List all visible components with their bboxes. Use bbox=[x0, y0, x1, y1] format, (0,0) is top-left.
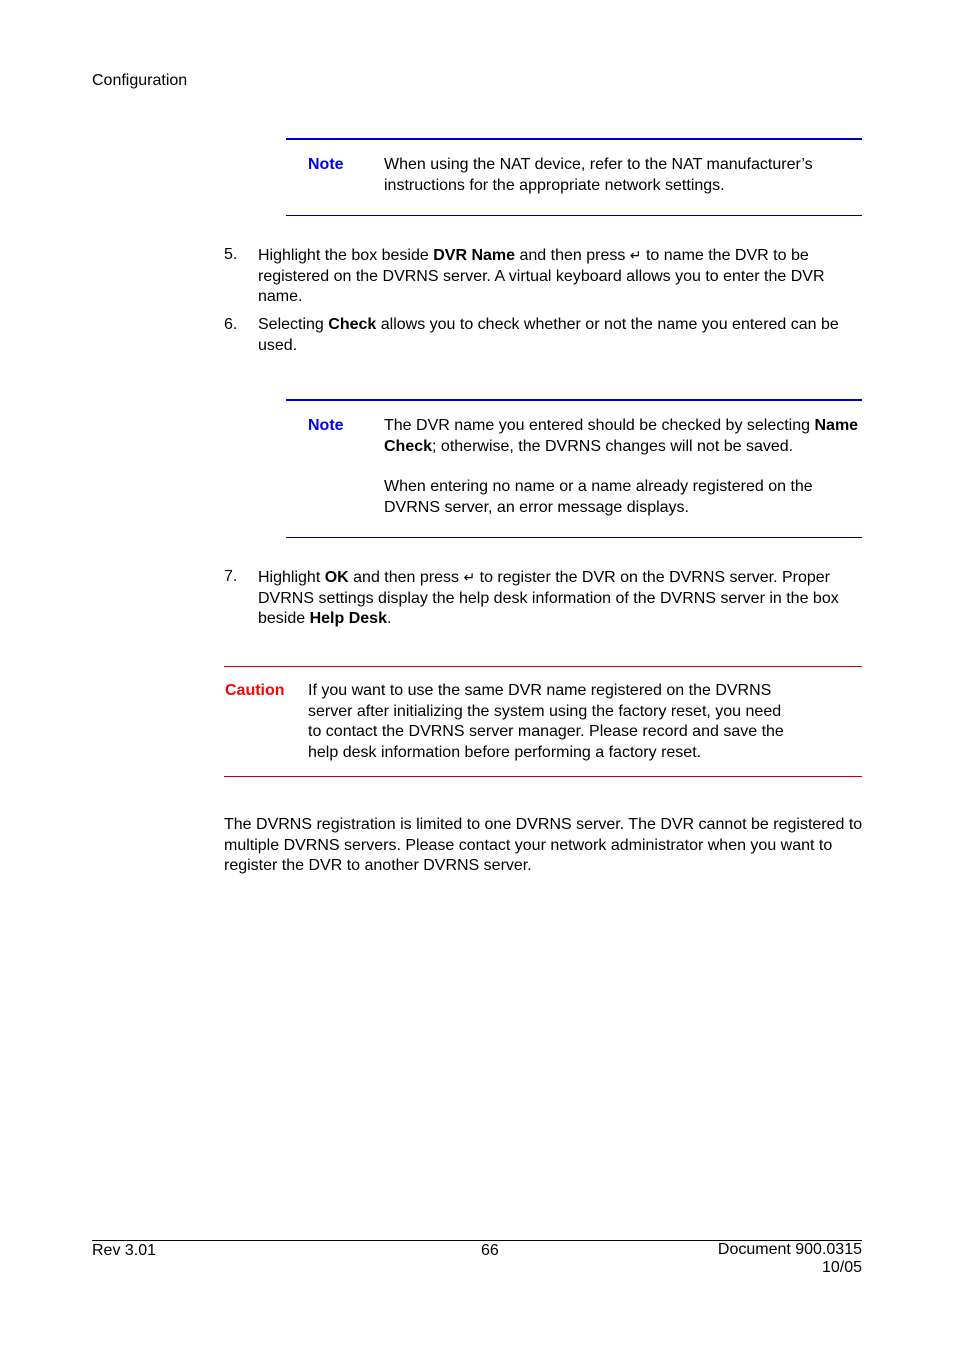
note-bottom-rule bbox=[286, 537, 862, 538]
note-paragraph: The DVR name you entered should be checked by selecting Name Check; otherwise, the DVRNS changes will not be saved. bbox=[384, 417, 859, 455]
step-number: 6. bbox=[224, 316, 238, 333]
footer-revision: Rev 3.01 bbox=[92, 1242, 157, 1259]
body-paragraph: The DVRNS registration is limited to one DVRNS server. The DVR cannot be registered to multiple DVRNS servers. Please contact your network administrator when you want to register the DVR to another DVRNS server. bbox=[224, 816, 863, 875]
page-header-title: Configuration bbox=[92, 72, 188, 89]
footer-document-number: Document 900.0315 bbox=[717, 1241, 862, 1258]
step-text: Selecting Check allows you to check whether or not the name you entered can be used. bbox=[258, 316, 839, 354]
note-top-rule bbox=[286, 399, 862, 401]
note-top-rule bbox=[286, 138, 862, 140]
note-text: When using the NAT device, refer to the NAT manufacturer’s instructions for the appropriate network settings. bbox=[384, 156, 813, 194]
step-number: 5. bbox=[224, 246, 238, 263]
note-label: Note bbox=[308, 417, 344, 434]
footer-page-number: 66 bbox=[481, 1242, 499, 1259]
step-text: Highlight OK and then press ↵ to register the DVR on the DVRNS server. Proper DVRNS settings display the help desk information of the DVRNS server in the box beside Help Desk. bbox=[258, 569, 839, 628]
caution-label: Caution bbox=[225, 682, 285, 699]
footer-document-date: 10/05 bbox=[821, 1258, 862, 1276]
step-text: Highlight the box beside DVR Name and then press ↵ to name the DVR to be registered on the DVRNS server. A virtual keyboard allows you to enter the DVR name. bbox=[258, 247, 825, 306]
enter-key-icon: ↵ bbox=[463, 569, 476, 585]
note-bottom-rule bbox=[286, 215, 862, 216]
note-text bbox=[384, 416, 864, 518]
enter-key-icon: ↵ bbox=[629, 247, 642, 263]
step-number: 7. bbox=[224, 568, 238, 585]
caution-text: If you want to use the same DVR name registered on the DVRNS server after initializing the system using the factory reset, you need to contact the DVRNS server manager. Please record and save the help desk information before performing a factory reset. bbox=[308, 682, 784, 761]
caution-bottom-rule bbox=[224, 776, 862, 777]
footer-document-info bbox=[718, 1241, 862, 1276]
note-paragraph: When entering no name or a name already registered on the DVRNS server, an error message displays. bbox=[384, 478, 813, 516]
caution-top-rule bbox=[224, 666, 862, 667]
note-label: Note bbox=[308, 156, 344, 173]
